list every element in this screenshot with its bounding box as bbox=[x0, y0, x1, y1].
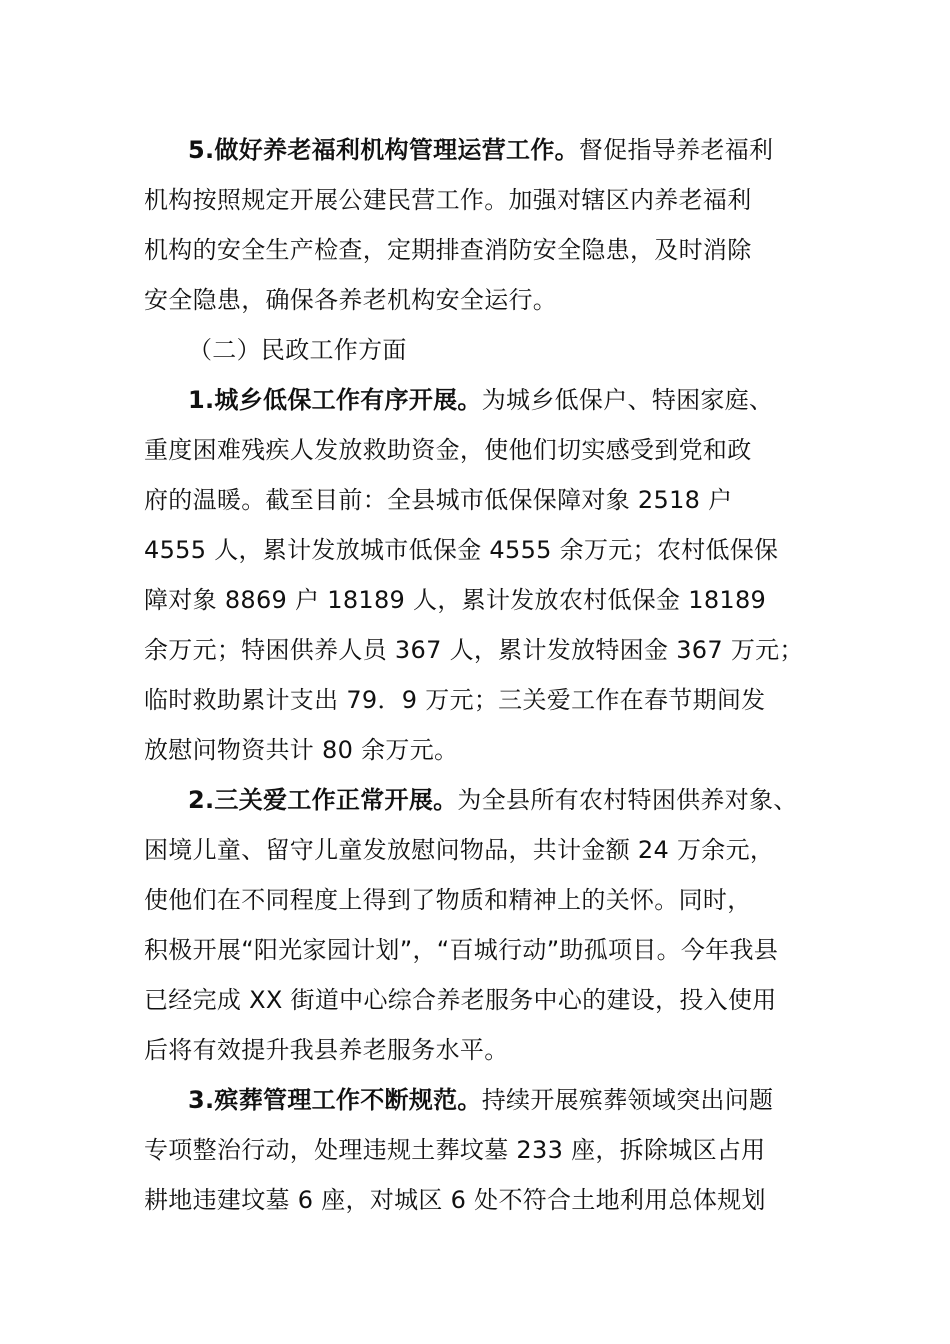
paragraph-heading: 1.城乡低保工作有序开展。 bbox=[188, 386, 482, 414]
paragraph-heading: 3.殡葬管理工作不断规范。 bbox=[188, 1086, 482, 1114]
line-text: 督促指导养老福利 bbox=[578, 136, 774, 164]
paragraph-line: 重度困难残疾人发放救助资金，使他们切实感受到党和政 bbox=[144, 436, 752, 464]
paragraph-line bbox=[188, 134, 773, 166]
paragraph-line: 放慰问物资共计 80 余万元。 bbox=[144, 736, 459, 764]
paragraph-line: 积极开展“阳光家园计划”，“百城行动”助孤项目。今年我县 bbox=[144, 936, 779, 964]
paragraph-heading: 5.做好养老福利机构管理运营工作。 bbox=[188, 136, 579, 164]
paragraph-line: 余万元；特困供养人员 367 人，累计发放特困金 367 万元； bbox=[144, 636, 804, 664]
paragraph-line: 机构的安全生产检查，定期排查消防安全隐患，及时消除 bbox=[144, 236, 752, 264]
paragraph-line: 专项整治行动，处理违规土葬坟墓 233 座，拆除城区占用 bbox=[144, 1136, 766, 1164]
paragraph-line: 府的温暖。截至目前：全县城市低保保障对象 2518 户 bbox=[144, 486, 733, 514]
paragraph-line: 障对象 8869 户 18189 人，累计发放农村低保金 18189 bbox=[144, 586, 767, 614]
paragraph-line: 困境儿童、留守儿童发放慰问物品，共计金额 24 万余元， bbox=[144, 836, 775, 864]
section-heading: （二）民政工作方面 bbox=[188, 336, 407, 364]
paragraph-line: 耕地违建坟墓 6 座，对城区 6 处不符合土地利用总体规划 bbox=[144, 1186, 766, 1214]
paragraph-line: 机构按照规定开展公建民营工作。加强对辖区内养老福利 bbox=[144, 186, 752, 214]
paragraph-line bbox=[188, 1084, 773, 1116]
line-text: 为全县所有农村特困供养对象、 bbox=[457, 786, 798, 814]
paragraph-line: 已经完成 XX 街道中心综合养老服务中心的建设，投入使用 bbox=[144, 986, 777, 1014]
paragraph-line: 使他们在不同程度上得到了物质和精神上的关怀。同时， bbox=[144, 886, 752, 914]
line-text: 为城乡低保户、特困家庭、 bbox=[481, 386, 774, 414]
paragraph-line: 安全隐患，确保各养老机构安全运行。 bbox=[144, 286, 558, 314]
paragraph-heading: 2.三关爱工作正常开展。 bbox=[188, 786, 458, 814]
paragraph-line: 后将有效提升我县养老服务水平。 bbox=[144, 1036, 509, 1064]
paragraph-line bbox=[188, 784, 798, 816]
paragraph-line: 临时救助累计支出 79．9 万元；三关爱工作在春节期间发 bbox=[144, 686, 766, 714]
paragraph-line: 4555 人，累计发放城市低保金 4555 余万元；农村低保保 bbox=[144, 536, 779, 564]
paragraph-line bbox=[188, 384, 773, 416]
line-text: 持续开展殡葬领域突出问题 bbox=[481, 1086, 774, 1114]
